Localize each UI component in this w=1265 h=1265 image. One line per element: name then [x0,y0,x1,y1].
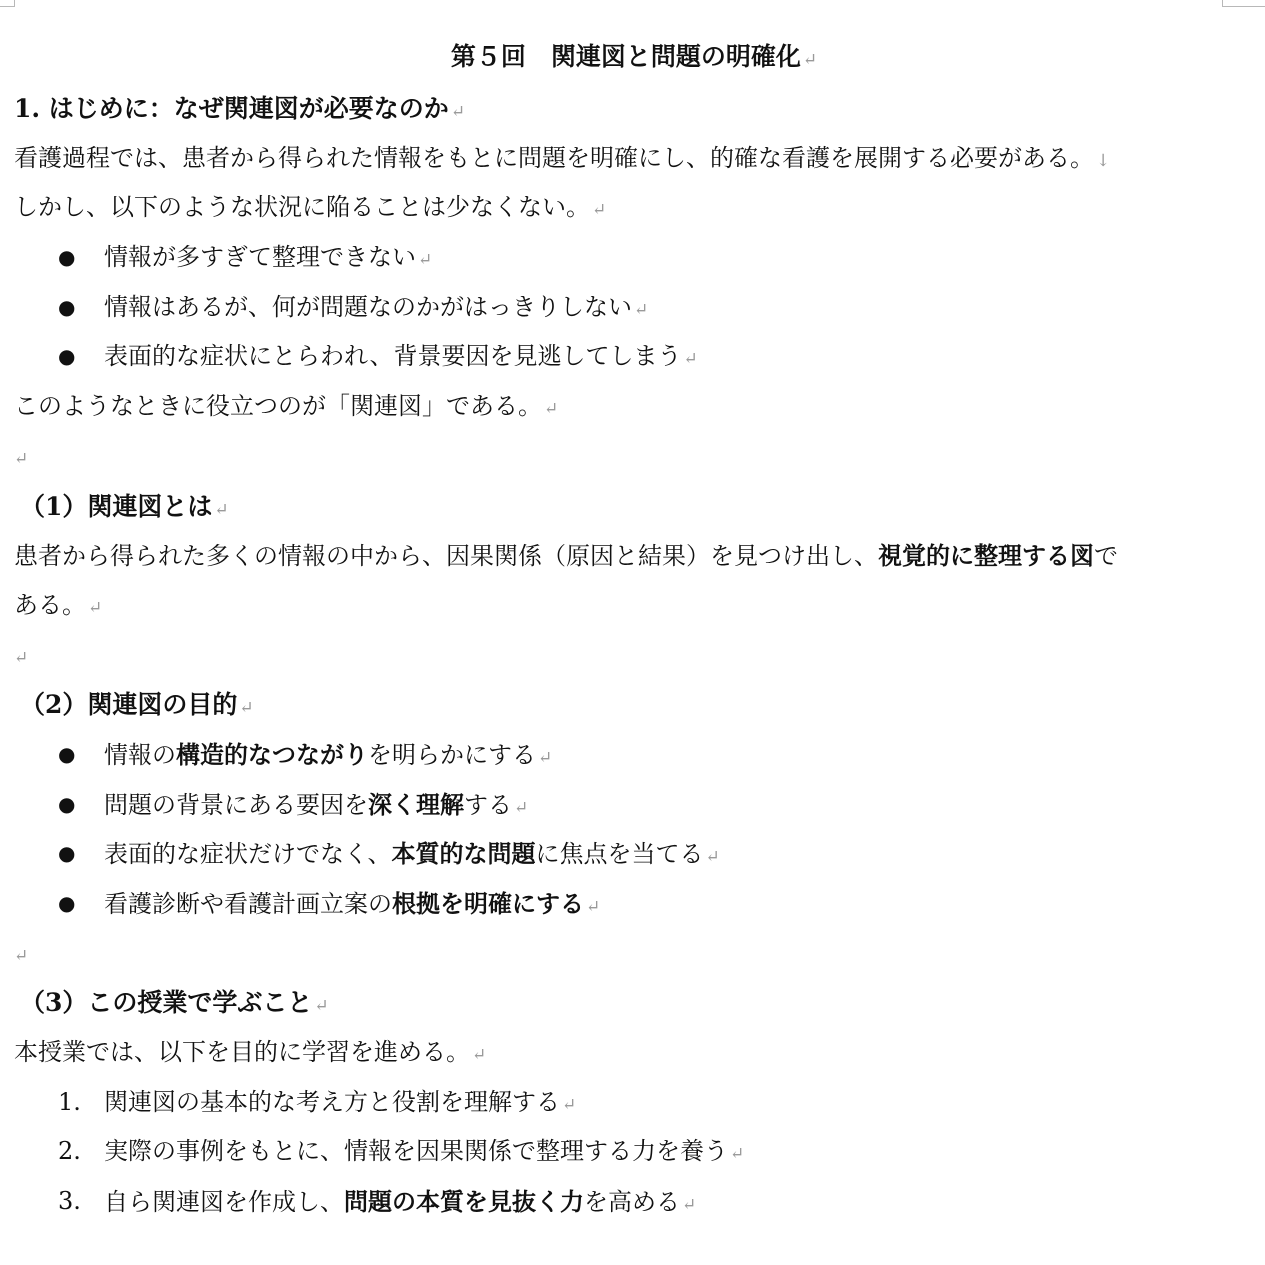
subsection-heading-3: （3）この授業で学ぶこと ↵ [20,988,329,1018]
paragraph-mark: ↵ [562,1094,577,1115]
bullet-icon: ● [58,891,76,915]
list-item: ● 表面的な症状だけでなく、本質的な問題に焦点を当てる ↵ [14,829,1254,879]
paragraph-mark: ↵ [450,102,466,122]
bullet-icon: ● [58,741,76,766]
list-item: ● 表面的な症状にとらわれ、背景要因を見逃してしまう ↵ [14,332,1254,382]
paragraph-conclusion: このようなときに役立つのが「関連図」である。 ↵ [14,392,559,421]
list-number: 3. [58,1187,81,1216]
empty-paragraph [14,432,1254,482]
paragraph-mark: ↵ [88,597,103,618]
list-item: ● 問題の背景にある要因を深く理解する ↵ [14,780,1254,830]
bullet-icon: ● [58,344,76,369]
empty-paragraph [14,631,1254,681]
paragraph-mark: ↵ [586,897,601,917]
section-heading-1: 1. はじめに：なぜ関連図が必要なのか ↵ [14,94,466,123]
paragraph-mark: ↵ [314,996,329,1017]
list-item: ● 情報の構造的なつながりを明らかにする ↵ [14,730,1254,780]
numbered-item: 3. 自ら関連図を作成し、問題の本質を見抜く力を高める ↵ [14,1177,1254,1227]
document-title: 第５回 関連図と問題の明確化 ↵ [450,42,818,71]
subsection-heading-2: （2）関連図の目的 ↵ [20,690,254,720]
paragraph-mark: ↵ [514,797,529,818]
paragraph-mark: ↵ [634,299,649,320]
bullet-icon: ● [58,841,76,866]
paragraph-mark: ↵ [544,399,559,420]
paragraph-mark: ↵ [730,1144,745,1165]
numbered-item: 1. 関連図の基本的な考え方と役割を理解する ↵ [14,1078,1254,1128]
paragraph-definition: 患者から得られた多くの情報の中から、因果関係（原因と結果）を見つけ出し、視覚的に整理する図で [14,541,1118,571]
paragraph-mark: ↵ [683,349,698,370]
page-corner-mark-left [0,0,15,7]
subsection-heading-1: （1）関連図とは ↵ [20,491,229,521]
bullet-icon: ● [58,791,76,816]
document-body[interactable] [14,30,1254,1227]
paragraph-mark: ↵ [682,1195,697,1216]
paragraph-mark: ↵ [418,250,433,271]
line-break-mark: ↓ [1096,150,1111,171]
paragraph-intro-1: 看護過程では、患者から得られた情報をもとに問題を明確にし、的確な看護を展開する必要がある。 ↓ [14,143,1111,172]
list-item: ● 情報はあるが、何が問題なのかがはっきりしない ↵ [14,283,1254,333]
paragraph-mark: ↵ [214,499,229,520]
list-item: ● 看護診断や看護計画立案の根拠を明確にする ↵ [14,879,1254,929]
bullet-icon: ● [58,245,76,270]
paragraph-mark: ↵ [14,945,29,966]
paragraph-mark: ↵ [239,698,254,719]
page-corner-mark-right [1222,0,1265,7]
paragraph-mark: ↵ [14,448,29,469]
bullet-icon: ● [58,294,76,319]
paragraph-mark: ↵ [538,747,553,768]
paragraph-mark: ↵ [14,647,29,668]
paragraph-mark: ↵ [472,1045,487,1066]
paragraph-intro-2: しかし、以下のような状況に陥ることは少なくない。 ↵ [14,193,607,222]
list-item: ● 情報が多すぎて整理できない ↵ [14,233,1254,283]
paragraph-mark: ↵ [705,847,720,868]
list-number: 2. [58,1137,81,1166]
numbered-item: 2. 実際の事例をもとに、情報を因果関係で整理する力を養う ↵ [14,1127,1254,1177]
paragraph-mark: ↵ [592,200,607,221]
list-number: 1. [58,1087,81,1116]
paragraph-course-intro: 本授業では、以下を目的に学習を進める。 ↵ [14,1038,487,1067]
empty-paragraph [14,929,1254,979]
paragraph-definition-cont: ある。 ↵ [14,590,103,619]
paragraph-mark: ↵ [802,50,818,70]
